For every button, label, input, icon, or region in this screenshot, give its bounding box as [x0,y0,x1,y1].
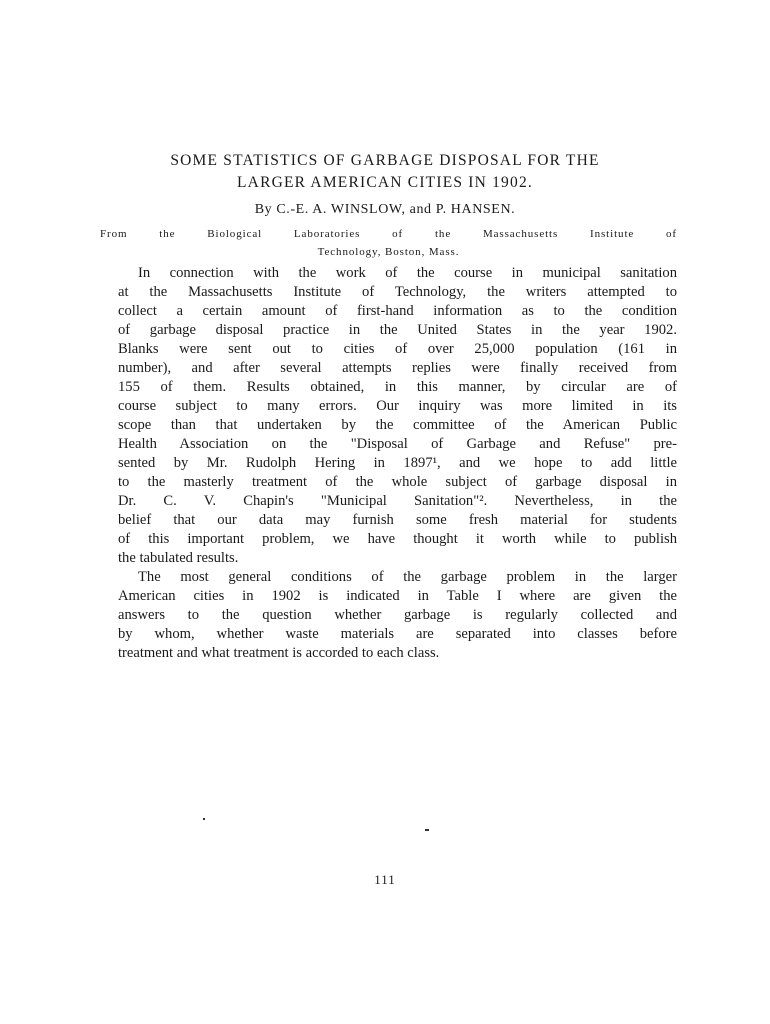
affiliation-line-1: From the Biological Laboratories of the Massachusetts Institute of [100,228,677,240]
paragraph-1-line: the tabulated results. [118,550,239,566]
paragraph-1-line: Dr. C. V. Chapin's "Municipal Sanitation"². Nevertheless, in the [118,493,677,509]
paragraph-1-line: at the Massachusetts Institute of Technology, the writers attempted to [118,284,677,300]
paragraph-1-line: to the masterly treatment of the whole subject of garbage disposal in [118,474,677,490]
paragraph-1-line: number), and after several attempts replies were finally received from [118,360,677,376]
paragraph-2-line: treatment and what treatment is accorded to each class. [118,645,440,661]
paragraph-1-line: collect a certain amount of first-hand information as to the condition [118,303,677,319]
paragraph-1-line: 155 of them. Results obtained, in this manner, by circular are of [118,379,677,395]
paragraph-1-line: of garbage disposal practice in the United States in the year 1902. [118,322,677,338]
paragraph-2-line: by whom, whether waste materials are separated into classes before [118,626,677,642]
scan-speck [425,829,429,831]
scan-speck [203,818,205,820]
affiliation-line-2: Technology, Boston, Mass. [317,246,460,258]
article-title-line-1: SOME STATISTICS OF GARBAGE DISPOSAL FOR THE [170,152,600,169]
paragraph-1-line: course subject to many errors. Our inquiry was more limited in its [118,398,677,414]
paragraph-1-line: In connection with the work of the course in municipal sanitation [138,265,677,281]
page-number: 111 [374,872,396,887]
author-byline: By C.-E. A. WINSLOW, and P. HANSEN. [254,202,516,217]
paragraph-1-line: Blanks were sent out to cities of over 25,000 population (161 in [118,341,677,357]
paragraph-2-line: The most general conditions of the garbage problem in the larger [138,569,677,585]
paragraph-2-line: American cities in 1902 is indicated in Table I where are given the [118,588,677,604]
paragraph-1-line: sented by Mr. Rudolph Hering in 1897¹, and we hope to add little [118,455,677,471]
article-title-line-2: LARGER AMERICAN CITIES IN 1902. [237,174,533,191]
paragraph-1-line: scope than that undertaken by the committee of the American Public [118,417,677,433]
paragraph-1-line: of this important problem, we have thought it worth while to publish [118,531,677,547]
paragraph-1-line: belief that our data may furnish some fresh material for students [118,512,677,528]
paragraph-2-line: answers to the question whether garbage is regularly collected and [118,607,677,623]
paragraph-1-line: Health Association on the "Disposal of Garbage and Refuse" pre- [118,436,677,452]
